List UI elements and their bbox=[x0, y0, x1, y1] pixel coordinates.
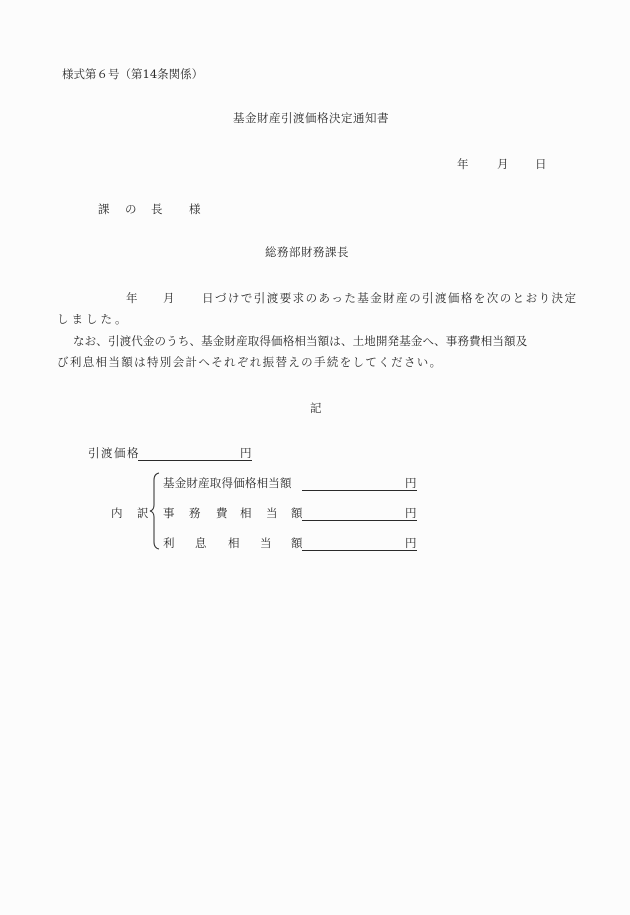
date-month-label: 月 bbox=[497, 157, 509, 171]
transfer-price-label: 引渡価格 bbox=[88, 446, 140, 460]
breakdown-item-expense-underline bbox=[302, 520, 417, 521]
date-year-label: 年 bbox=[457, 157, 469, 171]
breakdown-label-2: 訳 bbox=[137, 506, 149, 520]
breakdown-item-interest-char: 額 bbox=[291, 536, 303, 550]
body-line-1: 日づけで引渡要求のあった基金財産の引渡価格を次のとおり決定 bbox=[202, 291, 578, 305]
curly-brace-icon bbox=[149, 472, 161, 550]
body-line-4: び利息相当額は特別会計へそれぞれ振替えの手続をしてください。 bbox=[57, 355, 443, 369]
breakdown-item-interest-char: 利 bbox=[163, 536, 175, 550]
breakdown-item-expense-char: 費 bbox=[216, 506, 228, 520]
breakdown-item-interest-char: 相 bbox=[228, 536, 240, 550]
transfer-price-underline bbox=[138, 460, 252, 461]
breakdown-item-interest-unit: 円 bbox=[405, 536, 417, 550]
body-line-3: なお、引渡代金のうち、基金財産取得価格相当額は、土地開発基金へ、事務費相当額及 bbox=[73, 334, 528, 348]
addressee-dept: 課 bbox=[98, 202, 110, 216]
breakdown-item-acquisition-unit: 円 bbox=[405, 476, 417, 490]
breakdown-item-interest-underline bbox=[302, 550, 417, 551]
breakdown-item-acquisition-underline bbox=[302, 490, 417, 491]
breakdown-item-acquisition-label: 基金財産取得価格相当額 bbox=[163, 476, 292, 490]
breakdown-item-expense-char: 額 bbox=[291, 506, 303, 520]
document-title: 基金財産引渡価格決定通知書 bbox=[233, 111, 389, 125]
addressee-honorific: 様 bbox=[189, 202, 201, 216]
breakdown-label-1: 内 bbox=[111, 506, 123, 520]
breakdown-item-interest-char: 当 bbox=[260, 536, 272, 550]
body-line-2: しました。 bbox=[57, 312, 130, 326]
sender: 総務部財務課長 bbox=[265, 245, 349, 259]
breakdown-item-expense-char: 務 bbox=[189, 506, 201, 520]
date-day-label: 日 bbox=[535, 157, 547, 171]
body-month-label: 月 bbox=[163, 291, 175, 305]
addressee-no: の bbox=[125, 202, 137, 216]
form-number: 様式第６号（第14条関係） bbox=[62, 67, 204, 81]
transfer-price-unit: 円 bbox=[240, 446, 252, 460]
breakdown-item-interest-char: 息 bbox=[195, 536, 207, 550]
ki-heading: 記 bbox=[310, 401, 322, 415]
addressee-head: 長 bbox=[151, 202, 163, 216]
body-year-label: 年 bbox=[126, 291, 138, 305]
breakdown-item-expense-char: 当 bbox=[266, 506, 278, 520]
breakdown-item-expense-char: 相 bbox=[240, 506, 252, 520]
breakdown-item-expense-char: 事 bbox=[163, 506, 175, 520]
breakdown-item-expense-unit: 円 bbox=[405, 506, 417, 520]
